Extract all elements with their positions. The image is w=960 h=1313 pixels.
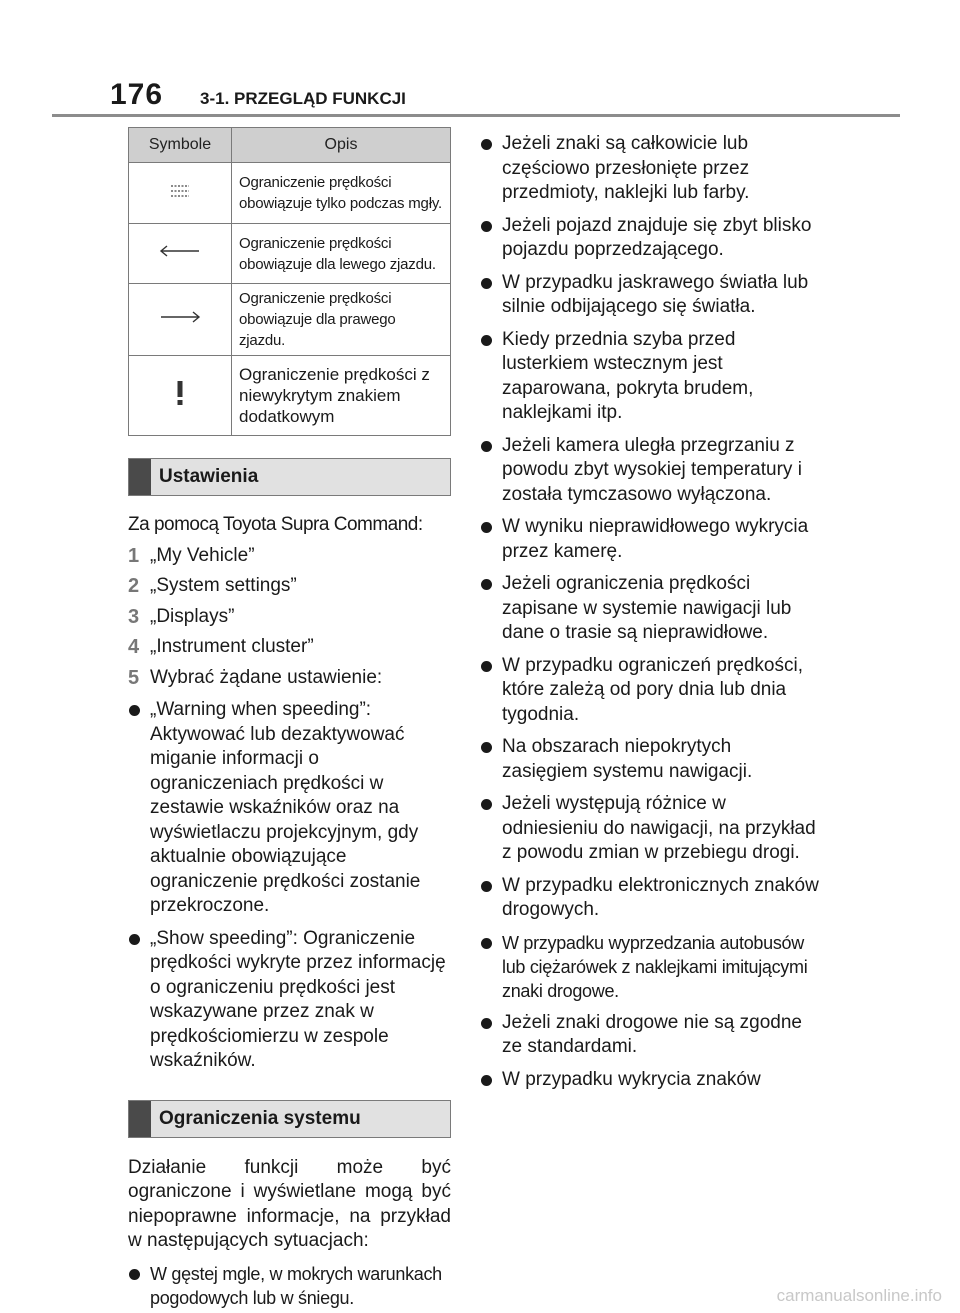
bullet-text: W wyniku nieprawidłowego wykrycia przez kamerę. xyxy=(502,516,809,562)
bullet-dot xyxy=(480,792,502,866)
bullet-dot xyxy=(480,1068,502,1093)
step-number: 2 xyxy=(128,575,140,597)
list-item xyxy=(128,927,451,1074)
list-item xyxy=(480,572,820,646)
bullet-dot xyxy=(128,698,150,919)
step-text: „My Vehicle” xyxy=(150,544,255,566)
settings-steps xyxy=(128,544,451,691)
list-item xyxy=(480,792,820,866)
step-number: 4 xyxy=(128,636,140,658)
exclamation-icon xyxy=(174,380,186,411)
bullet-text: W przypadku wyprzedzania autobusów lub ciężarówek z naklejkami imitującymi znaki drogowe. xyxy=(502,932,808,1001)
bullet-text: W przypadku ograniczeń prędkości, które zależą od pory dnia lub dnia tygodnia. xyxy=(502,654,803,725)
bullet-text: „Show speeding”: Ograniczenie prędkości wykryte przez informację o ograniczeniu prędkości jest wskazywane przez znak w prędkościomierzu w zespole wskaźników. xyxy=(150,927,446,1071)
desc-cell: Ograniczenie prędkości z niewykrytym znakiem dodatkowym xyxy=(232,356,451,436)
bullet-text: W przypadku jaskrawego światła lub silnie odbijającego się światła. xyxy=(502,271,809,317)
list-item xyxy=(480,434,820,508)
header-rule xyxy=(52,114,900,117)
right-column xyxy=(480,124,820,1092)
bullet-dot xyxy=(480,434,502,508)
bullet-text: W przypadku elektronicznych znaków drogowych. xyxy=(502,874,819,920)
bullet-dot xyxy=(480,654,502,728)
list-item xyxy=(480,271,820,320)
bullet-dot xyxy=(480,515,502,564)
arrow-right-icon xyxy=(159,310,201,329)
list-item xyxy=(480,214,820,263)
page-number: 176 xyxy=(110,78,164,111)
list-item xyxy=(480,1011,820,1060)
bullet-text: Jeżeli znaki są całkowicie lub częściowo przesłonięte przez przedmioty, naklejki lub farby. xyxy=(502,133,750,203)
bullet-text: Jeżeli pojazd znajduje się zbyt blisko pojazdu poprzedzającego. xyxy=(502,214,812,260)
step-number: 3 xyxy=(128,605,140,628)
step-number: 1 xyxy=(128,544,140,567)
list-item xyxy=(480,132,820,206)
col-header-desc: Opis xyxy=(232,128,451,163)
step-item xyxy=(128,544,451,569)
bullet-dot xyxy=(480,271,502,320)
bullet-text: Jeżeli kamera uległa przegrzaniu z powodu zbyt wysokiej temperatury i została tymczasowo wyłączona. xyxy=(502,434,802,505)
col-header-symbol: Symbole xyxy=(129,128,232,163)
step-item xyxy=(128,605,451,630)
table-header-row xyxy=(129,128,451,163)
bullet-text: „Warning when speeding”: Aktywować lub dezaktywować miganie informacji o ograniczeniach prędkości w zestawie wskaźników oraz na wyświetlaczu projekcyjnym, gdy aktualnie obowiązujące ograniczenie prędkości zostanie przekroczone. xyxy=(150,699,421,916)
limits-heading xyxy=(128,1100,451,1138)
left-column xyxy=(128,127,451,1310)
bullet-text: W gęstej mgle, w mokrych warunkach pogodowych lub w śniegu. xyxy=(150,1263,442,1308)
list-item xyxy=(480,654,820,728)
step-item xyxy=(128,574,451,599)
heading-marker xyxy=(129,459,151,495)
bullet-dot xyxy=(480,1011,502,1060)
bullet-text: Jeżeli występują różnice w odniesieniu do nawigacji, na przykład z powodu zmian w przebiegu drogi. xyxy=(502,793,816,863)
settings-intro: Za pomocą Toyota Supra Command: xyxy=(128,514,423,535)
bullet-text: Jeżeli ograniczenia prędkości zapisane w systemie nawigacji lub dane o trasie są nieprawidłowe. xyxy=(502,573,792,643)
page-header xyxy=(110,78,406,112)
symbols-table xyxy=(128,127,451,436)
table-row xyxy=(129,356,451,436)
symbol-cell xyxy=(129,224,232,284)
table-row xyxy=(129,284,451,356)
list-item xyxy=(128,698,451,919)
desc-cell: Ograniczenie prędkości obowiązuje dla prawego zjazdu. xyxy=(232,284,451,356)
bullet-dot xyxy=(480,572,502,646)
list-item xyxy=(480,328,820,426)
symbol-cell xyxy=(129,356,232,436)
bullet-dot xyxy=(128,927,150,1074)
table-row xyxy=(129,224,451,284)
settings-heading-text: Ustawienia xyxy=(159,466,259,487)
list-item xyxy=(480,735,820,784)
watermark: carmanualsonline.info xyxy=(776,1286,942,1305)
bullet-text: Kiedy przednia szyba przed lusterkiem wstecznym jest zaparowana, pokryta brudem, naklejkami itp. xyxy=(502,328,754,423)
list-item xyxy=(480,1068,820,1093)
limits-intro: Działanie funkcji może być ograniczone i wyświetlane mogą być niepoprawne informacje, na przykład w następujących sytuacjach: xyxy=(128,1156,451,1251)
step-number: 5 xyxy=(128,666,140,689)
list-item xyxy=(480,874,820,923)
bullet-dot xyxy=(128,1262,150,1310)
limits-heading-text: Ograniczenia systemu xyxy=(159,1107,361,1129)
fog-lines-icon xyxy=(169,183,191,204)
step-text: Wybrać żądane ustawienie: xyxy=(150,666,383,688)
bullet-dot xyxy=(480,214,502,263)
bullet-text: Jeżeli znaki drogowe nie są zgodne ze standardami. xyxy=(502,1011,802,1057)
settings-heading xyxy=(128,458,451,496)
bullet-dot xyxy=(480,874,502,923)
table-row xyxy=(129,163,451,224)
list-item xyxy=(480,931,820,1003)
arrow-left-icon xyxy=(159,244,201,263)
bullet-text: Na obszarach niepokrytych zasięgiem systemu nawigacji. xyxy=(502,736,753,782)
desc-cell: Ograniczenie prędkości obowiązuje tylko podczas mgły. xyxy=(232,163,451,224)
step-text: „Instrument cluster” xyxy=(150,636,314,657)
step-text: „System settings” xyxy=(150,575,297,596)
section-title: 3-1. PRZEGLĄD FUNKCJI xyxy=(200,89,406,108)
symbol-cell xyxy=(129,163,232,224)
list-item xyxy=(128,1262,451,1310)
heading-marker xyxy=(129,1101,151,1137)
symbol-cell xyxy=(129,284,232,356)
step-item xyxy=(128,635,451,660)
bullet-dot xyxy=(480,735,502,784)
bullet-text: W przypadku wykrycia znaków xyxy=(502,1068,761,1090)
bullet-dot xyxy=(480,931,502,1003)
step-text: „Displays” xyxy=(150,605,235,627)
desc-cell: Ograniczenie prędkości obowiązuje dla lewego zjazdu. xyxy=(232,224,451,284)
step-item xyxy=(128,666,451,691)
bullet-dot xyxy=(480,132,502,206)
bullet-dot xyxy=(480,328,502,426)
list-item xyxy=(480,515,820,564)
